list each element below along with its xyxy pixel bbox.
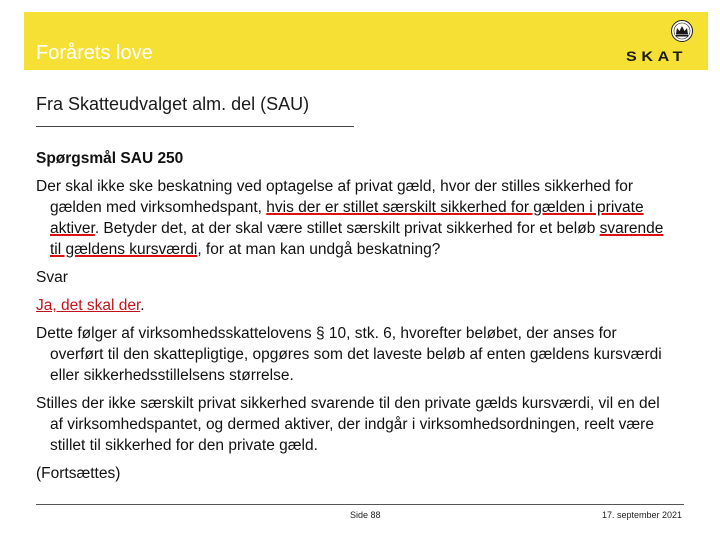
page-number: Side 88	[350, 510, 381, 520]
question-text-part: Der skal ikke ske beskatning ved optagelse af privat gæld, hvor der stilles sikkerhed for gælden med virksomhedspant,	[36, 178, 634, 216]
logo-text: SKAT	[626, 48, 688, 64]
answer-paragraph-2: Stilles der ikke særskilt privat sikkerhed svarende til den private gælds kursværdi, vil en del af virksomhedspantet, og dermed aktiver, der indgår i virksomhedsordningen, reelt være stillet til sikkerhed for den private gæld.	[36, 395, 660, 454]
question-text-part: , for at man kan undgå beskatning?	[197, 241, 441, 258]
footer-divider	[36, 504, 684, 505]
answer-short-end: .	[140, 297, 145, 314]
skat-logo	[620, 18, 698, 68]
answer-paragraph-1: Dette følger af virksomhedsskattelovens § 10, stk. 6, hvorefter beløbet, der anses for overført til den skattepligtige, opgøres som det laveste beløb af enten gældens kursværdi eller sikkerhedsstillelsens størrelse.	[36, 325, 662, 384]
footer-date: 17. september 2021	[601, 510, 682, 520]
crown-icon	[670, 20, 694, 42]
header-banner	[24, 12, 708, 70]
highlight-market-value: svarende til gældens kursværdi	[50, 220, 664, 258]
answer-short	[36, 295, 666, 316]
question-text	[36, 176, 666, 260]
question-text-part: . Betyder det, at der skal være stillet særskilt privat sikkerhed for et beløb	[94, 220, 600, 237]
answer-heading: Svar	[36, 269, 68, 286]
subtitle: Fra Skatteudvalget alm. del (SAU)	[36, 94, 310, 114]
question-heading: Spørgsmål SAU 250	[36, 150, 184, 167]
continued-note: (Fortsættes)	[36, 465, 121, 482]
answer-short-highlight: Ja, det skal der	[36, 297, 141, 314]
highlight-private-security: hvis der er stillet særskilt sikkerhed for gælden i private aktiver	[50, 199, 644, 237]
slide-title: Forårets love	[36, 42, 153, 64]
subtitle-divider	[36, 126, 354, 127]
slide-content	[36, 148, 666, 491]
